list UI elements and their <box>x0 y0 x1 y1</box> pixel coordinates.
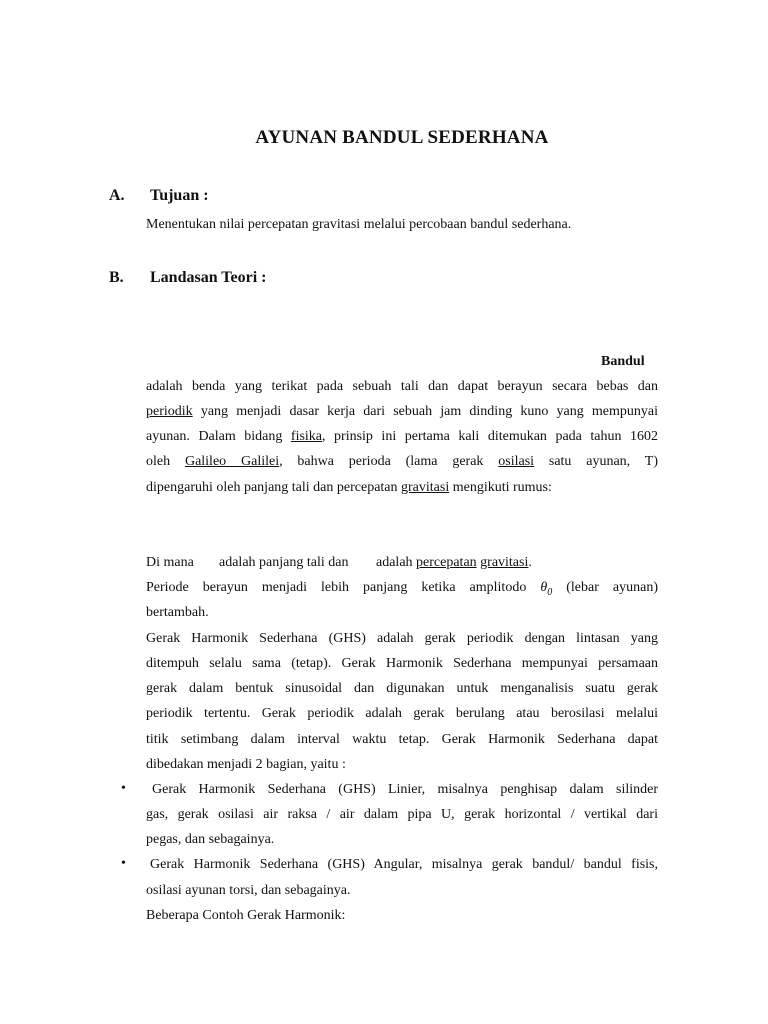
p3-line-1: Gerak Harmonik Sederhana (GHS) adalah gerak periodik dengan lintasan yang <box>146 631 658 646</box>
bullet-2-line-1: Gerak Harmonik Sederhana (GHS) Angular, misalnya gerak bandul/ bandul fisis, <box>150 857 658 872</box>
p3-line-4: periodik tertentu. Gerak periodik adalah gerak berulang atau berosilasi melalui <box>146 706 658 721</box>
p1-line-5: dipengaruhi oleh panjang tali dan percepatan gravitasi mengikuti rumus: <box>146 480 552 495</box>
p1-line-1: adalah benda yang terikat pada sebuah tali dan dapat berayun secara bebas dan <box>146 379 658 394</box>
document-title: AYUNAN BANDUL SEDERHANA <box>255 127 549 148</box>
p3-line-3: gerak dalam bentuk sinusoidal dan digunakan untuk menganalisis suatu gerak <box>146 681 658 696</box>
link-galileo-galilei[interactable]: Galileo Galilei <box>184 454 280 469</box>
link-osilasi[interactable]: osilasi <box>498 454 535 469</box>
p3-line-6: dibedakan menjadi 2 bagian, yaitu : <box>146 757 346 772</box>
link-fisika[interactable]: fisika <box>290 429 323 444</box>
p1-line-3: ayunan. Dalam bidang fisika, prinsip ini pertama kali ditemukan pada tahun 1602 <box>146 429 659 444</box>
section-b-letter: B. <box>109 269 124 286</box>
link-gravitasi[interactable]: gravitasi <box>401 480 450 495</box>
p2-line-2: Periode berayun menjadi lebih panjang ketika amplitodo $\theta_0$ (lebar ayunan) <box>146 580 658 598</box>
section-b-title: Landasan Teori : <box>150 269 267 286</box>
p2-line-1-b: adalah panjang tali dan <box>219 555 349 570</box>
theta-symbol: θ <box>540 580 548 595</box>
closing-line: Beberapa Contoh Gerak Harmonik: <box>146 908 346 923</box>
p1-line-2: periodik yang menjadi dasar kerja dari sebuah jam dinding kuno yang mempunyai <box>146 404 658 419</box>
bullet-1-line-3: pegas, dan sebagainya. <box>146 832 275 847</box>
link-percepatan[interactable]: percepatan <box>416 555 477 570</box>
link-gravitasi-2[interactable]: gravitasi <box>480 555 529 570</box>
link-periodik[interactable]: periodik <box>146 404 193 419</box>
section-a-letter: A. <box>109 187 125 204</box>
theta-subscript: 0 <box>547 586 553 598</box>
bullet-2-marker: • <box>121 856 126 871</box>
p3-line-2: ditempuh selalu sama (tetap). Gerak Harmonik Sederhana mempunyai persamaan <box>146 656 658 671</box>
section-a-title: Tujuan : <box>150 187 209 204</box>
p2-line-3: bertambah. <box>146 605 209 620</box>
bandul-word: Bandul <box>601 354 645 369</box>
bullet-1-marker: • <box>121 781 126 796</box>
p1-line-4: oleh Galileo Galilei, bahwa perioda (lama gerak osilasi satu ayunan, T) <box>146 454 658 469</box>
bullet-2-line-2: osilasi ayunan torsi, dan sebagainya. <box>146 883 351 898</box>
p3-line-5: titik setimbang dalam interval waktu tetap. Gerak Harmonik Sederhana dapat <box>146 732 658 747</box>
p2-line-1-c: adalah percepatan gravitasi. <box>376 555 532 570</box>
p2-line-1-a: Di mana <box>146 555 194 570</box>
bullet-1-line-1: Gerak Harmonik Sederhana (GHS) Linier, misalnya penghisap dalam silinder <box>152 782 658 797</box>
bullet-1-line-2: gas, gerak osilasi air raksa / air dalam pipa U, gerak horizontal / vertikal dari <box>146 807 658 822</box>
section-a-text: Menentukan nilai percepatan gravitasi melalui percobaan bandul sederhana. <box>146 217 572 232</box>
